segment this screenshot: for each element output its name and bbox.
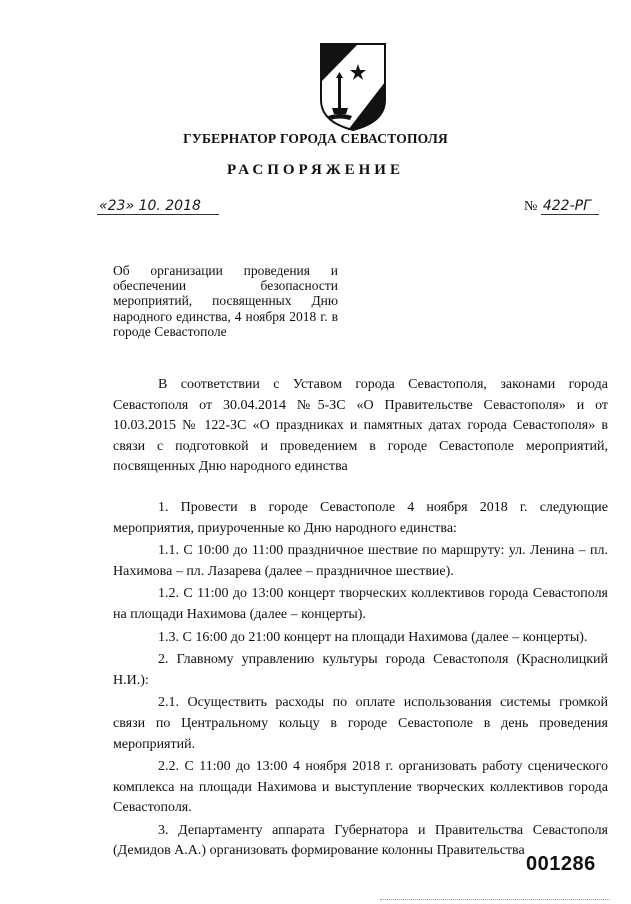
document-type: РАСПОРЯЖЕНИЕ: [227, 162, 404, 178]
clause-3: 3. Департаменту аппарата Губернатора и Правительства Севастополя (Демидов А.А.) организовать формирование колонны Правительства: [113, 822, 608, 859]
clause-2-2: 2.2. С 11:00 до 13:00 4 ноября 2018 г. организовать работу сценического комплекса на площади Нахимова и выступление творческих коллективов города Севастополя.: [113, 759, 608, 816]
number-handwritten: 422-РГ: [541, 199, 599, 215]
clause-1-2: 1.2. С 11:00 до 13:00 концерт творческих коллективов города Севастополя на площади Нахимова (далее – концерты).: [113, 586, 608, 622]
registration-stamp-number: 001286: [526, 853, 596, 875]
clause-2: 2. Главному управлению культуры города Севастополя (Краснолицкий Н.И.):: [113, 652, 608, 688]
clause-1: 1. Провести в городе Севастополе 4 ноября 2018 г. следующие мероприятия, приуроченные ко Дню народного единства:: [113, 499, 608, 536]
issuing-authority: ГУБЕРНАТОР ГОРОДА СЕВАСТОПОЛЯ: [183, 131, 448, 146]
document-number: [524, 199, 599, 215]
preamble-paragraph: В соответствии с Уставом города Севастополя, законами города Севастополя от 30.04.2014 №5-ЗС «О Правительстве Севастополя» и от 10.03.2015 № 122-ЗС «О праздниках и памятных датах города Севастополя» в связи с подготовкой и проведением в городе Севастополе мероприятий, посвященных Дню народного единства: [113, 377, 608, 475]
clause-1-3: 1.3. С 16:00 до 21:00 концерт на площади Нахимова (далее – концерты).: [158, 629, 588, 645]
page-bottom-edge: [380, 899, 610, 900]
document-subject: Об организации проведения и обеспечении безопасности мероприятий, посвященных Дню народного единства, 4 ноября 2018 г. в городе Севастополе: [113, 263, 338, 339]
clause-1-1: 1.1. С 10:00 до 11:00 праздничное шествие по маршруту: ул. Ленина – пл. Нахимова – пл. Лазарева (далее – праздничное шествие).: [113, 543, 608, 579]
coat-of-arms-icon: [318, 42, 388, 132]
number-sign: №: [524, 199, 538, 214]
clause-2-1: 2.1. Осуществить расходы по оплате использования системы громкой связи по Центральному кольцу в городе Севастополе в день проведения мероприятий.: [113, 695, 608, 752]
date-handwritten: «23» 10. 2018: [97, 199, 219, 215]
document-date: [97, 199, 219, 215]
document-body: [113, 375, 608, 862]
